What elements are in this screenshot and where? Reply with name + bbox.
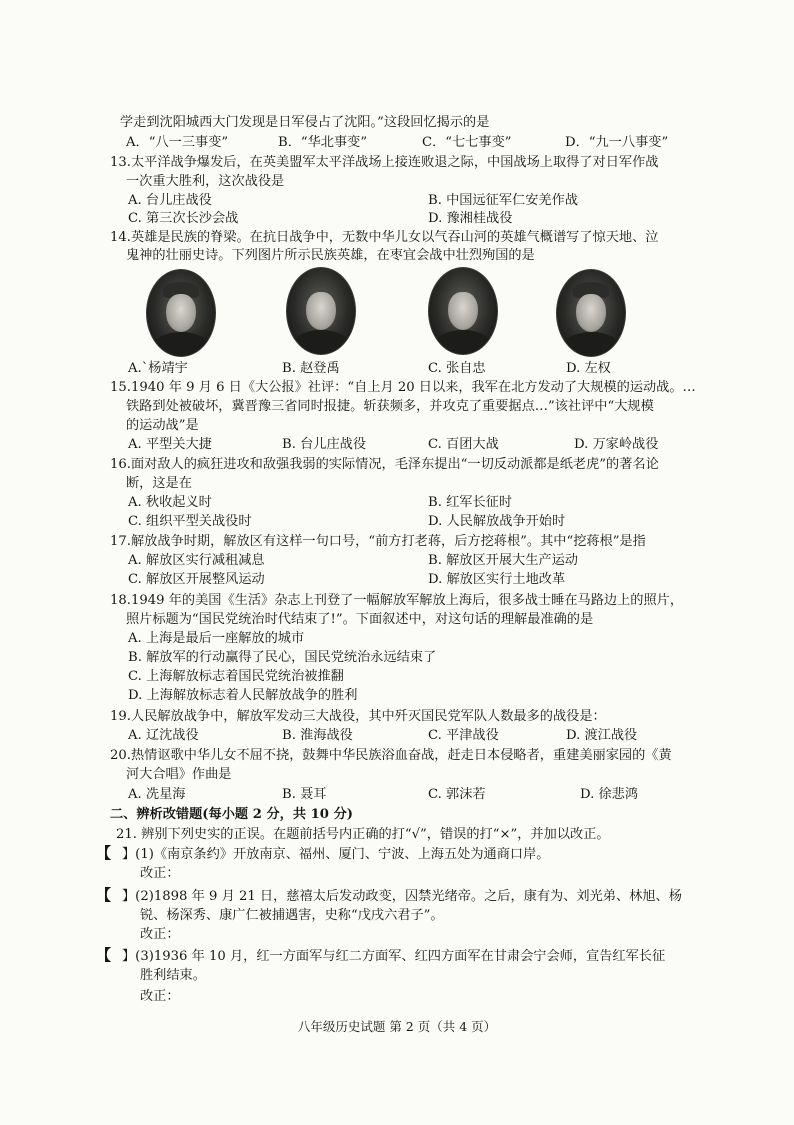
q15-stem-cont2: 的运动战”是 xyxy=(126,418,199,433)
q20-option-b: B. 聂耳 xyxy=(282,787,327,802)
q17-option-a: A. 解放区实行减租减息 xyxy=(128,553,265,568)
q18-option-d: D. 上海解放标志着人民解放战争的胜利 xyxy=(128,688,358,703)
q21-item-2-cont: 锐、杨深秀、康广仁被捕遇害，史称“戊戌六君子”。 xyxy=(140,908,444,923)
q13-option-c: C. 第三次长沙会战 xyxy=(128,211,239,226)
q15-option-d: D. 万家岭战役 xyxy=(574,437,659,452)
q19-option-c: C. 平津战役 xyxy=(428,728,499,743)
q12-option-c: C．“七七事变” xyxy=(422,135,512,150)
q21-item-3: 】(3)1936 年 10 月，红一方面军与红二方面军、红四方面军在甘肃会宁会师，宣告红军长征 xyxy=(122,949,666,964)
answer-bracket-3[interactable]: 【 xyxy=(96,946,112,964)
q20-option-d: D. 徐悲鸿 xyxy=(580,787,639,802)
q20-option-a: A. 冼星海 xyxy=(128,787,186,802)
q19-option-b: B. 淮海战役 xyxy=(282,728,353,743)
q14-stem: 14.英雄是民族的脊梁。在抗日战争中，无数中华儿女以气吞山河的英雄气概谱写了惊天地、泣 xyxy=(110,230,659,245)
q17-option-b: B. 解放区开展大生产运动 xyxy=(428,553,578,568)
q13-option-d: D. 豫湘桂战役 xyxy=(428,211,513,226)
q16-option-c: C. 组织平型关战役时 xyxy=(128,514,252,529)
q16-option-b: B. 红军长征时 xyxy=(428,495,513,510)
q18-option-b: B. 解放军的行动赢得了民心，国民党统治永远结束了 xyxy=(128,650,437,665)
q14-option-b: B. 赵登禹 xyxy=(282,361,340,376)
q17-option-d: D. 解放区实行土地改革 xyxy=(428,572,566,587)
q13-stem-cont: 一次重大胜利，这次战役是 xyxy=(126,174,285,189)
section-2-heading: 二、辨析改错题(每小题 2 分，共 10 分) xyxy=(110,807,353,822)
q20-stem-cont: 河大合唱》作曲是 xyxy=(126,767,232,782)
q21-item-1-fix: 改正： xyxy=(140,866,180,881)
q20-option-c: C. 郭沫若 xyxy=(428,787,486,802)
q21-item-3-fix: 改正： xyxy=(140,989,180,1004)
q21-item-3-cont: 胜利结束。 xyxy=(140,968,206,983)
answer-bracket-1[interactable]: 【 xyxy=(96,844,112,862)
q19-stem: 19.人民解放战争中，解放军发动三大战役，其中歼灭国民党军队人数最多的战役是： xyxy=(110,709,606,724)
q12-option-d: D．“九一八事变” xyxy=(565,135,669,150)
q21-item-2-fix: 改正： xyxy=(140,927,180,942)
q16-option-d: D. 人民解放战争开始时 xyxy=(428,514,566,529)
q13-option-b: B. 中国远征军仁安羌作战 xyxy=(428,193,578,208)
q13-option-a: A. 台儿庄战役 xyxy=(128,193,212,208)
q17-option-c: C. 解放区开展整风运动 xyxy=(128,572,265,587)
q17-stem: 17.解放战争时期，解放区有这样一句口号，“前方打老蒋，后方挖蒋根”。其中“挖蒋根”是指 xyxy=(110,534,646,549)
q20-stem: 20.热情讴歌中华儿女不屈不挠，鼓舞中华民族浴血奋战，赶走日本侵略者，重建美丽家园的《黄 xyxy=(110,748,672,763)
q14-option-d: D. 左权 xyxy=(566,361,611,376)
q21-item-1: 】(1)《南京条约》开放南京、福州、厦门、宁波、上海五处为通商口岸。 xyxy=(122,847,550,862)
q15-stem-cont: 铁路到处被破坏，冀晋豫三省同时报捷。斩获频多，并攻克了重要据点…”该社评中“大规模 xyxy=(126,399,654,414)
q16-option-a: A. 秋收起义时 xyxy=(128,495,212,510)
portrait-zhao-dengyu xyxy=(286,267,356,355)
q15-option-b: B. 台儿庄战役 xyxy=(282,437,367,452)
q15-option-a: A. 平型关大捷 xyxy=(128,437,212,452)
q19-option-d: D. 渡江战役 xyxy=(566,728,638,743)
q16-stem-cont: 断，这是在 xyxy=(126,476,192,491)
q18-option-a: A. 上海是最后一座解放的城市 xyxy=(128,631,305,646)
q16-stem: 16.面对敌人的疯狂进攻和敌强我弱的实际情况，毛泽东提出“一切反动派都是纸老虎”的著名论 xyxy=(110,457,659,472)
q14-stem-cont: 鬼神的壮丽史诗。下列图片所示民族英雄，在枣宜会战中壮烈殉国的是 xyxy=(126,248,535,263)
q15-option-c: C. 百团大战 xyxy=(428,437,499,452)
portrait-zuo-quan xyxy=(556,269,626,357)
q21-instruction: 21. 辨别下列史实的正误。在题前括号内正确的打“√”，错误的打“×”，并加以改正。 xyxy=(116,827,610,842)
q14-option-a: A.`杨靖宇 xyxy=(128,361,188,376)
q21-item-2: 】(2)1898 年 9 月 21 日，慈禧太后发动政变，囚禁光绪帝。之后，康有为、刘光弟、林旭、杨 xyxy=(122,889,682,904)
q18-option-c: C. 上海解放标志着国民党统治被推翻 xyxy=(128,669,344,684)
q12-option-a: A．“八一三事变” xyxy=(126,135,229,150)
q12-stem-tail: 学走到沈阳城西大门发现是日军侵占了沈阳。”这段回忆揭示的是 xyxy=(120,115,490,130)
q18-stem-cont: 照片标题为“国民党统治时代结束了!”。下面叙述中，对这句话的理解最准确的是 xyxy=(126,612,594,627)
portrait-zhang-zizhong xyxy=(428,267,498,355)
page-footer: 八年级历史试题 第 2 页（共 4 页） xyxy=(297,1019,497,1034)
q14-option-c: C. 张自忠 xyxy=(428,361,486,376)
portrait-yang-jingyu xyxy=(146,269,216,357)
q18-stem: 18.1949 年的美国《生活》杂志上刊登了一幅解放军解放上海后，很多战士睡在马路边上的照片， xyxy=(110,593,684,608)
q12-option-b: B．“华北事变” xyxy=(278,135,368,150)
answer-bracket-2[interactable]: 【 xyxy=(96,886,112,904)
q15-stem: 15.1940 年 9 月 6 日《大公报》社评：“自上月 20 日以来，我军在北方发动了大规模的运动战。… xyxy=(110,380,696,395)
hero-portraits xyxy=(0,265,794,375)
q19-option-a: A. 辽沈战役 xyxy=(128,728,199,743)
q13-stem: 13.太平洋战争爆发后，在英美盟军太平洋战场上接连败退之际，中国战场上取得了对日军作战 xyxy=(110,155,659,170)
